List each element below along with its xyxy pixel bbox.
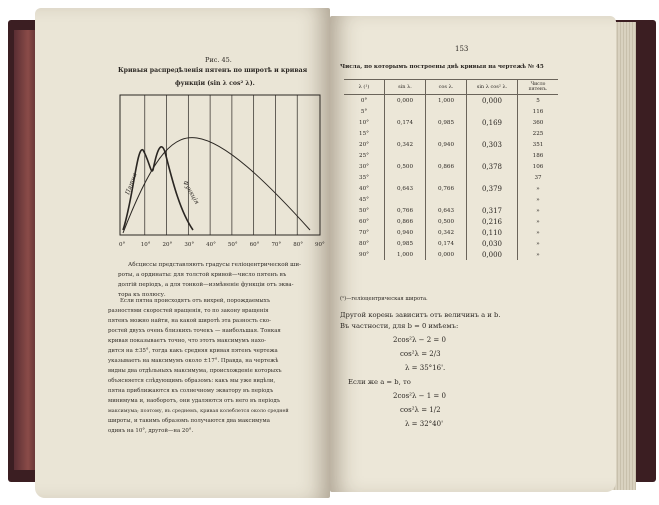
equation: 2cos²λ − 1 = 0: [393, 392, 446, 400]
table-cell: [385, 194, 426, 205]
data-table: [344, 79, 558, 260]
caption-line: роты, а ординаты: для толстой кривой—число пятенъ въ: [118, 272, 287, 278]
table-cell: 1,000: [426, 95, 467, 107]
table-cell: »: [518, 249, 559, 260]
table-cell: 5°: [360, 108, 368, 115]
body-line: ростей двухъ очень близкихъ точекъ — наибольшая. Тонкая: [108, 328, 281, 334]
table-cell: 10°: [359, 119, 369, 126]
table-cell: 0,643: [385, 183, 426, 194]
page-number: 153: [455, 45, 469, 53]
body-line: кривая показываетъ точно, что этотъ максимумъ нахо-: [108, 338, 266, 344]
equation: cos²λ = 1/2: [400, 406, 441, 414]
body-line: минимума и, наоборотъ, они удаляются отъ него въ періодъ: [108, 398, 281, 404]
table-cell: 0,379: [467, 183, 518, 194]
curve-label-thick: Пятна: [124, 172, 139, 196]
caption-line: тора къ полюсу.: [118, 292, 166, 298]
table-row: [344, 172, 558, 183]
table-cell: [467, 106, 518, 117]
body-line: пятенъ можно найти, на какой широтѣ эта разность ско-: [108, 318, 272, 324]
text-line: Въ частности, для b = 0 имѣемъ:: [340, 322, 459, 330]
figure-title-line2: функціи (sin λ cos² λ).: [175, 80, 255, 87]
table-cell: [426, 172, 467, 183]
equation: 2cos²λ − 2 = 0: [393, 336, 446, 344]
table-cell: 0,030: [467, 238, 518, 249]
body-line: дится на ±35°, тогда какъ средняя кривая пятенъ чертежа: [108, 348, 278, 354]
table-cell: 0,766: [426, 183, 467, 194]
thin-curve-function: [123, 138, 310, 233]
table-cell: »: [518, 205, 559, 216]
table-cell: »: [518, 227, 559, 238]
table-cell: 15°: [359, 130, 369, 137]
table-cell: 0,500: [426, 216, 467, 227]
table-cell: [385, 172, 426, 183]
table-cell: 186: [518, 150, 559, 161]
table-header-row: [344, 80, 558, 95]
col-header: sin λ.: [385, 80, 426, 95]
table-cell: 0,342: [385, 139, 426, 150]
table-row: [344, 183, 558, 194]
table-cell: [426, 128, 467, 139]
table-cell: 20°: [359, 141, 369, 148]
body-line: максимума; поэтому, въ среднемъ, кривая колеблется около средней: [108, 408, 289, 414]
table-row: [344, 161, 558, 172]
body-line: Если пятна происходятъ отъ вихрей, порождаемыхъ: [120, 298, 271, 304]
col-header: sin λ cos² λ.: [467, 80, 518, 95]
table-cell: 0,174: [426, 238, 467, 249]
table-cell: 0°: [360, 97, 368, 104]
table-cell: »: [518, 194, 559, 205]
table-cell: 0,000: [467, 249, 518, 260]
table-cell: 0,000: [426, 249, 467, 260]
table-cell: 0,174: [385, 117, 426, 128]
table-row: [344, 194, 558, 205]
table-cell: 0,342: [426, 227, 467, 238]
equation: λ = 32°40': [405, 420, 443, 428]
table-cell: »: [518, 216, 559, 227]
caption-line: Абсциссы представляютъ градусы геліоцентрической ши-: [128, 262, 301, 268]
table-cell: [385, 150, 426, 161]
curve-label-thin: Функція: [181, 179, 201, 206]
table-cell: 0,317: [467, 205, 518, 216]
table-cell: 0,866: [426, 161, 467, 172]
equation: cos²λ = 2/3: [400, 350, 441, 358]
table-cell: 0,000: [385, 95, 426, 107]
table-cell: [426, 194, 467, 205]
x-tick-label: 50°: [227, 242, 238, 248]
table-row: [344, 249, 558, 260]
x-tick-label: 0°: [119, 242, 126, 248]
table-cell: [467, 194, 518, 205]
table-cell: 0,643: [426, 205, 467, 216]
table-title: Числа, по которымъ построены двѣ кривыя на чертежѣ № 45: [340, 64, 544, 70]
col-header: λ (¹): [344, 80, 385, 95]
caption-line: долгій періодъ, а для тонкой—измѣненіе функціи отъ эква-: [118, 282, 294, 288]
table-row: [344, 227, 558, 238]
table-cell: 0,866: [385, 216, 426, 227]
table-cell: [426, 106, 467, 117]
table-cell: 116: [518, 106, 559, 117]
table-cell: 0,110: [467, 227, 518, 238]
x-tick-label: 30°: [184, 242, 195, 248]
table-row: [344, 216, 558, 227]
table-cell: 0,766: [385, 205, 426, 216]
table-cell: 0,940: [426, 139, 467, 150]
table-body: [344, 95, 558, 261]
table-cell: »: [518, 238, 559, 249]
table-row: [344, 150, 558, 161]
x-tick-label: 70°: [271, 242, 282, 248]
col-header: Число пятенъ.: [518, 80, 559, 95]
figure-title-line1: Кривыя распредѣленія пятенъ по широтѣ и кривая: [118, 67, 308, 74]
table-cell: [467, 150, 518, 161]
x-tick-label: 60°: [249, 242, 260, 248]
body-line: широты, и такимъ образомъ получаются два максимума: [108, 418, 270, 424]
figure-label: Рис. 45.: [205, 56, 232, 64]
body-line: видны два отдѣльныхъ максимума, происхожденіе которыхъ: [108, 368, 282, 374]
body-line: объясняется слѣдующимъ образомъ: какъ мы уже видѣли,: [108, 378, 276, 384]
table-row: [344, 106, 558, 117]
table-cell: 0,985: [426, 117, 467, 128]
table-cell: 25°: [359, 152, 369, 159]
table-cell: [426, 150, 467, 161]
table-cell: 0,985: [385, 238, 426, 249]
table-cell: 0,216: [467, 216, 518, 227]
table-row: [344, 95, 558, 107]
table-cell: 351: [518, 139, 559, 150]
col-header: cos λ.: [426, 80, 467, 95]
table-cell: 50°: [359, 207, 369, 214]
x-tick-label: 40°: [206, 242, 216, 248]
table-cell: 0,000: [467, 95, 518, 107]
table-cell: 0,378: [467, 161, 518, 172]
table-row: [344, 139, 558, 150]
text-line: Другой корень зависитъ отъ величинъ a и b.: [340, 311, 501, 319]
table-cell: 37: [518, 172, 559, 183]
table-row: [344, 238, 558, 249]
table-cell: 35°: [359, 174, 369, 181]
table-row: [344, 128, 558, 139]
x-tick-label: 90°: [315, 242, 325, 248]
table-cell: 30°: [359, 163, 369, 170]
table-cell: [467, 128, 518, 139]
x-tick-label: 20°: [162, 242, 173, 248]
table-cell: 90°: [359, 251, 369, 258]
table-cell: »: [518, 183, 559, 194]
table-cell: 0,940: [385, 227, 426, 238]
table-cell: 1,000: [385, 249, 426, 260]
table-row: [344, 205, 558, 216]
table-cell: [467, 172, 518, 183]
table-cell: 360: [518, 117, 559, 128]
table-row: [344, 117, 558, 128]
distribution-chart: [115, 90, 330, 260]
text-line: Если же a = b, то: [348, 378, 411, 386]
body-line: разностями скоростей вращенія, то по закону вращенія: [108, 308, 269, 314]
table-cell: 0,303: [467, 139, 518, 150]
table-cell: 0,169: [467, 117, 518, 128]
footnote: (¹)—геліоцентрическая широта.: [340, 296, 428, 302]
equation: λ = 35°16'.: [405, 364, 446, 372]
table-cell: 60°: [359, 218, 369, 225]
table-cell: 0,500: [385, 161, 426, 172]
table-cell: [385, 106, 426, 117]
table-cell: 106: [518, 161, 559, 172]
body-line: одинъ на 10°, другой—на 20°.: [108, 428, 194, 434]
table-cell: 80°: [359, 240, 369, 247]
table-cell: 5: [518, 95, 559, 107]
table-cell: 40°: [359, 185, 369, 192]
table-cell: [385, 128, 426, 139]
table-cell: 70°: [359, 229, 369, 236]
body-line: указываетъ на максимумъ около ±17°. Правда, на чертежѣ: [108, 358, 279, 364]
x-tick-labels: [119, 242, 325, 248]
x-tick-label: 80°: [293, 242, 303, 248]
table-cell: 45°: [359, 196, 369, 203]
x-tick-label: 10°: [140, 242, 151, 248]
body-line: пятна приближаются къ солнечному экватору въ періодъ: [108, 388, 274, 394]
table-cell: 225: [518, 128, 559, 139]
